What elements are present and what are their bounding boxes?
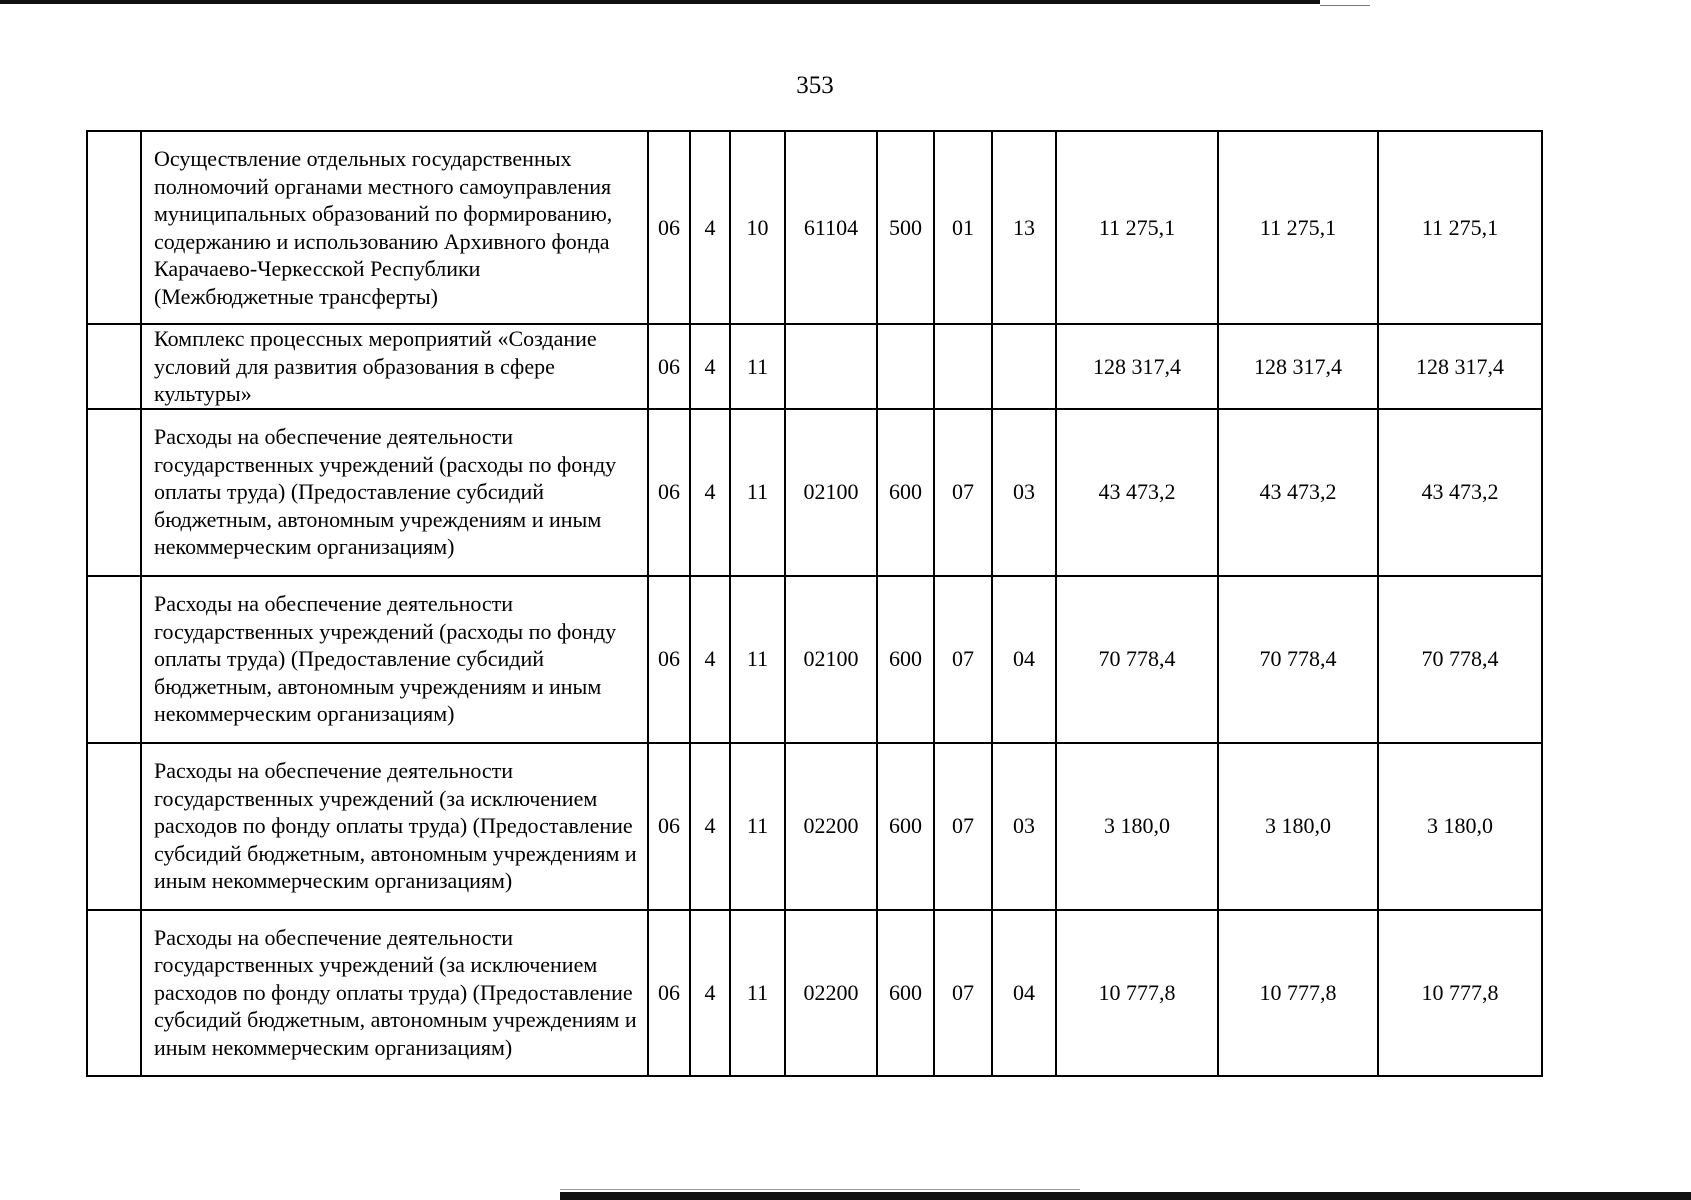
code-cell: 500: [877, 131, 934, 324]
scan-bottom-edge-line: [560, 1192, 1691, 1200]
code-cell: 07: [934, 743, 992, 910]
code-cell: 06: [648, 324, 690, 409]
code-cell: 11: [730, 910, 785, 1076]
amount-cell: 3 180,0: [1378, 743, 1542, 910]
amount-cell: 3 180,0: [1218, 743, 1378, 910]
code-cell: [785, 324, 877, 409]
description-cell: Расходы на обеспечение деятельности государственных учреждений (за исключением расходов по фонду оплаты труда) (Предоставление субсидий бюджетным, автономным учреждениям и иным некоммерческим организациям): [141, 910, 648, 1076]
row-number-cell: [87, 131, 141, 324]
amount-cell: 43 473,2: [1218, 409, 1378, 576]
code-cell: 13: [992, 131, 1056, 324]
code-cell: 4: [690, 576, 730, 743]
code-cell: 11: [730, 576, 785, 743]
amount-cell: 11 275,1: [1218, 131, 1378, 324]
scan-top-edge-tail: [1320, 5, 1370, 6]
code-cell: 11: [730, 409, 785, 576]
amount-cell: 43 473,2: [1056, 409, 1218, 576]
code-cell: 4: [690, 131, 730, 324]
description-cell: Расходы на обеспечение деятельности государственных учреждений (за исключением расходов по фонду оплаты труда) (Предоставление субсидий бюджетным, автономным учреждениям и иным некоммерческим организациям): [141, 743, 648, 910]
code-cell: 11: [730, 743, 785, 910]
amount-cell: 70 778,4: [1056, 576, 1218, 743]
code-cell: 07: [934, 409, 992, 576]
code-cell: 4: [690, 910, 730, 1076]
table-row: [87, 324, 1542, 409]
code-cell: 06: [648, 131, 690, 324]
code-cell: 06: [648, 910, 690, 1076]
amount-cell: 11 275,1: [1056, 131, 1218, 324]
code-cell: 11: [730, 324, 785, 409]
code-cell: 03: [992, 409, 1056, 576]
amount-cell: 10 777,8: [1056, 910, 1218, 1076]
scan-top-edge-line: [0, 0, 1320, 4]
code-cell: 06: [648, 743, 690, 910]
code-cell: [934, 324, 992, 409]
table-row: [87, 743, 1542, 910]
scan-bottom-edge-tail: [560, 1189, 1080, 1190]
row-number-cell: [87, 743, 141, 910]
code-cell: 600: [877, 743, 934, 910]
code-cell: 06: [648, 409, 690, 576]
amount-cell: 128 317,4: [1056, 324, 1218, 409]
code-cell: 600: [877, 910, 934, 1076]
table-row: [87, 409, 1542, 576]
amount-cell: 3 180,0: [1056, 743, 1218, 910]
code-cell: 600: [877, 576, 934, 743]
description-cell: Расходы на обеспечение деятельности государственных учреждений (расходы по фонду оплаты труда) (Предоставление субсидий бюджетным, автономным учреждениям и иным некоммерческим организациям): [141, 576, 648, 743]
code-cell: 02100: [785, 409, 877, 576]
row-number-cell: [87, 409, 141, 576]
amount-cell: 43 473,2: [1378, 409, 1542, 576]
code-cell: 04: [992, 576, 1056, 743]
table-row: [87, 910, 1542, 1076]
row-number-cell: [87, 576, 141, 743]
code-cell: 02200: [785, 743, 877, 910]
code-cell: 06: [648, 576, 690, 743]
code-cell: 03: [992, 743, 1056, 910]
amount-cell: 10 777,8: [1378, 910, 1542, 1076]
amount-cell: 70 778,4: [1218, 576, 1378, 743]
code-cell: [992, 324, 1056, 409]
code-cell: 02200: [785, 910, 877, 1076]
table-row: [87, 576, 1542, 743]
table-row: [87, 131, 1542, 324]
description-cell: Комплекс процессных мероприятий «Создание условий для развития образования в сфере культуры»: [141, 324, 648, 409]
row-number-cell: [87, 910, 141, 1076]
amount-cell: 10 777,8: [1218, 910, 1378, 1076]
code-cell: 07: [934, 576, 992, 743]
row-number-cell: [87, 324, 141, 409]
amount-cell: 70 778,4: [1378, 576, 1542, 743]
amount-cell: 128 317,4: [1378, 324, 1542, 409]
code-cell: 02100: [785, 576, 877, 743]
code-cell: 10: [730, 131, 785, 324]
description-cell: Осуществление отдельных государственных полномочий органами местного самоуправления муниципальных образований по формированию, содержанию и использованию Архивного фонда Карачаево-Черкесской Республики (Межбюджетные трансферты): [141, 131, 648, 324]
code-cell: 04: [992, 910, 1056, 1076]
description-cell: Расходы на обеспечение деятельности государственных учреждений (расходы по фонду оплаты труда) (Предоставление субсидий бюджетным, автономным учреждениям и иным некоммерческим организациям): [141, 409, 648, 576]
code-cell: 4: [690, 743, 730, 910]
page-number: 353: [796, 72, 834, 99]
amount-cell: 128 317,4: [1218, 324, 1378, 409]
code-cell: 07: [934, 910, 992, 1076]
amount-cell: 11 275,1: [1378, 131, 1542, 324]
code-cell: 01: [934, 131, 992, 324]
budget-table: [86, 130, 1543, 1077]
code-cell: 600: [877, 409, 934, 576]
code-cell: 4: [690, 324, 730, 409]
code-cell: 4: [690, 409, 730, 576]
code-cell: 61104: [785, 131, 877, 324]
code-cell: [877, 324, 934, 409]
